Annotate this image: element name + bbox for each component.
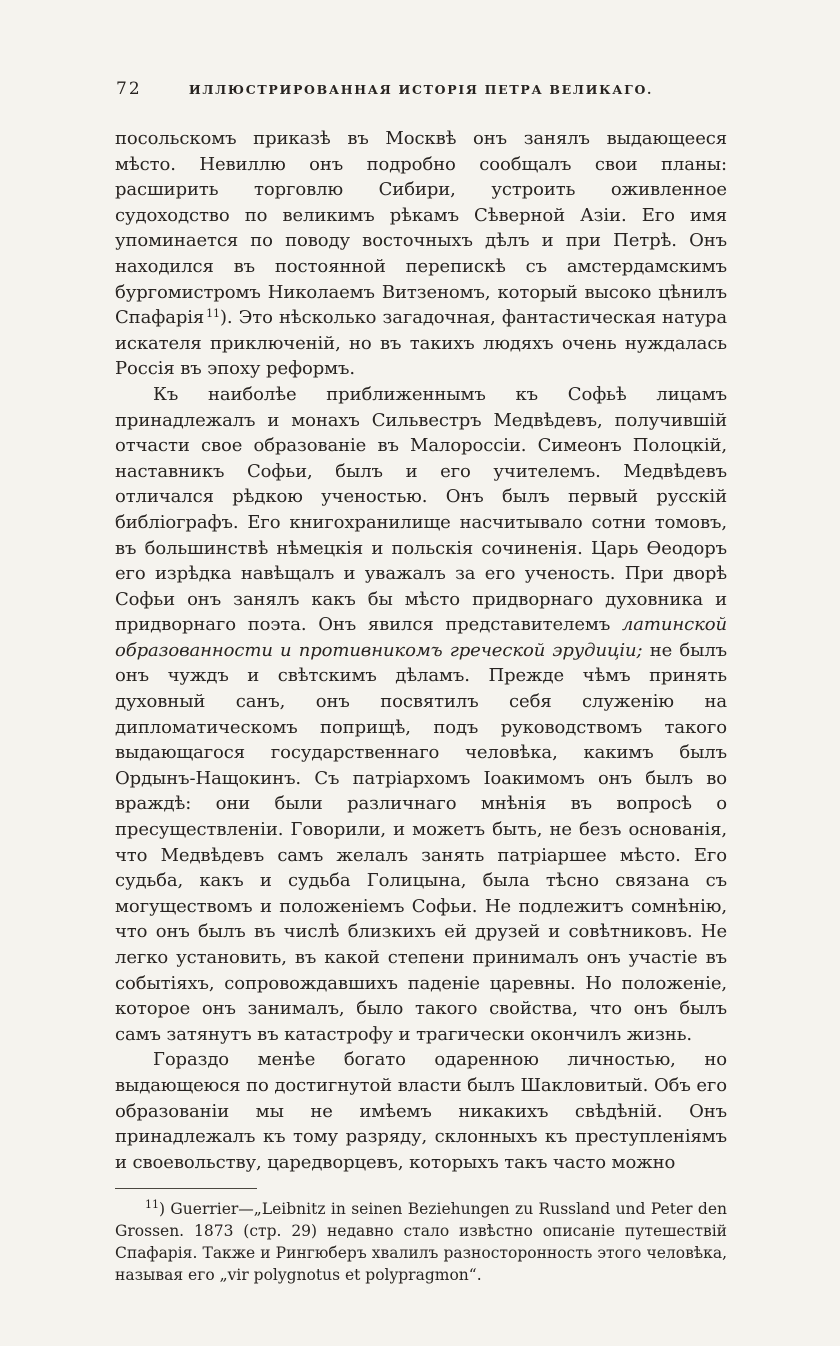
body-text [115, 126, 727, 1175]
text-run: посольскомъ приказѣ въ Москвѣ онъ занялъ выдающееся мѣсто. Невиллю онъ подробно сообщалъ свои планы: расширить торговлю Сибири, устроить оживленное судоходство по великимъ рѣкамъ Сѣверной Азіи. Его имя упоминается по поводу восточныхъ дѣлъ и при Петрѣ. Онъ находился въ постоянной перепискѣ съ амстердамскимъ бургомистромъ Николаемъ Витзеномъ, который высоко цѣнилъ Спафарія [115, 128, 727, 329]
footnote-reference: 11 [206, 307, 220, 321]
footnote-reference: 11 [145, 1198, 159, 1212]
page-number: 72 [116, 79, 142, 99]
text-run: Гораздо менѣе богато одаренною личностью, но выдающеюся по достигнутой власти былъ Шакловитый. Объ его образованіи мы не имѣемъ никакихъ свѣдѣній. Онъ принадлежалъ къ тому разряду, склонныхъ къ преступленіямъ и своевольству, царедворцевъ, которыхъ такъ часто можно [115, 1049, 727, 1173]
footnote-text [115, 1199, 727, 1286]
footnote [115, 1199, 727, 1286]
paragraph [115, 1047, 727, 1175]
text-run: Къ наиболѣе приближеннымъ къ Софьѣ лицамъ принадлежалъ и монахъ Сильвестръ Медвѣдевъ, получившій отчасти свое образованіе въ Малороссіи. Симеонъ Полоцкій, наставникъ Софьи, былъ и его учителемъ. Медвѣдевъ отличался рѣдкою ученостью. Онъ былъ первый русскій библіографъ. Его книгохранилище насчитывало сотни томовъ, въ большинствѣ нѣмецкія и польскія сочиненія. Царь Ѳеодоръ его изрѣдка навѣщалъ и уважалъ за его ученость. При дворѣ Софьи онъ занялъ какъ бы мѣсто придворнаго духовника и придворнаго поэта. Онъ явился представителемъ [115, 383, 727, 636]
footnote-separator [115, 1188, 257, 1189]
text-run: ). Это нѣсколько загадочная, фантастическая натура искателя приключеній, но въ такихъ людяхъ очень нуждалась Россія въ эпоху реформъ. [115, 307, 727, 380]
paragraph [115, 126, 727, 382]
emphasized-text: латинской образованности и противникомъ греческой эрудиціи; [115, 614, 727, 661]
text-run: ) Guerrier—„Leibnitz in seinen Beziehungen zu Russland und Peter den Grossen. 1873 (стр. 29) недавно стало извѣстно описаніе путешествій Спафарія. Также и Рингюберъ хвалилъ разносторонность этого человѣка, называя его „vir polygnotus et polypragmon“. [115, 1200, 727, 1284]
text-run: не былъ онъ чуждъ и свѣтскимъ дѣламъ. Прежде чѣмъ принять духовный санъ, онъ посвятилъ себя служенію на дипломатическомъ поприщѣ, подъ руководствомъ такого выдающагося государственнаго человѣка, какимъ былъ Ордынъ-Нащокинъ. Съ патріархомъ Іоакимомъ онъ былъ во враждѣ: они были различнаго мнѣнія въ вопросѣ о пресуществленіи. Говорили, и можетъ быть, не безъ основанія, что Медвѣдевъ самъ желалъ занять патріаршее мѣсто. Его судьба, какъ и судьба Голицына, была тѣсно связана съ могуществомъ и положеніемъ Софьи. Не подлежитъ сомнѣнію, что онъ былъ въ числѣ близкихъ ей друзей и совѣтниковъ. Не легко установить, въ какой степени принималъ онъ участіе въ событіяхъ, сопровождавшихъ паденіе царевны. Но положеніе, которое онъ занималъ, было такого свойства, что онъ былъ самъ затянутъ въ катастрофу и трагически окончилъ жизнь. [115, 639, 728, 1045]
running-title: ИЛЛЮСТРИРОВАННАЯ ИСТОРІЯ ПЕТРА ВЕЛИКАГО. [188, 82, 654, 97]
page-header [115, 78, 727, 102]
paragraph [115, 382, 727, 1047]
